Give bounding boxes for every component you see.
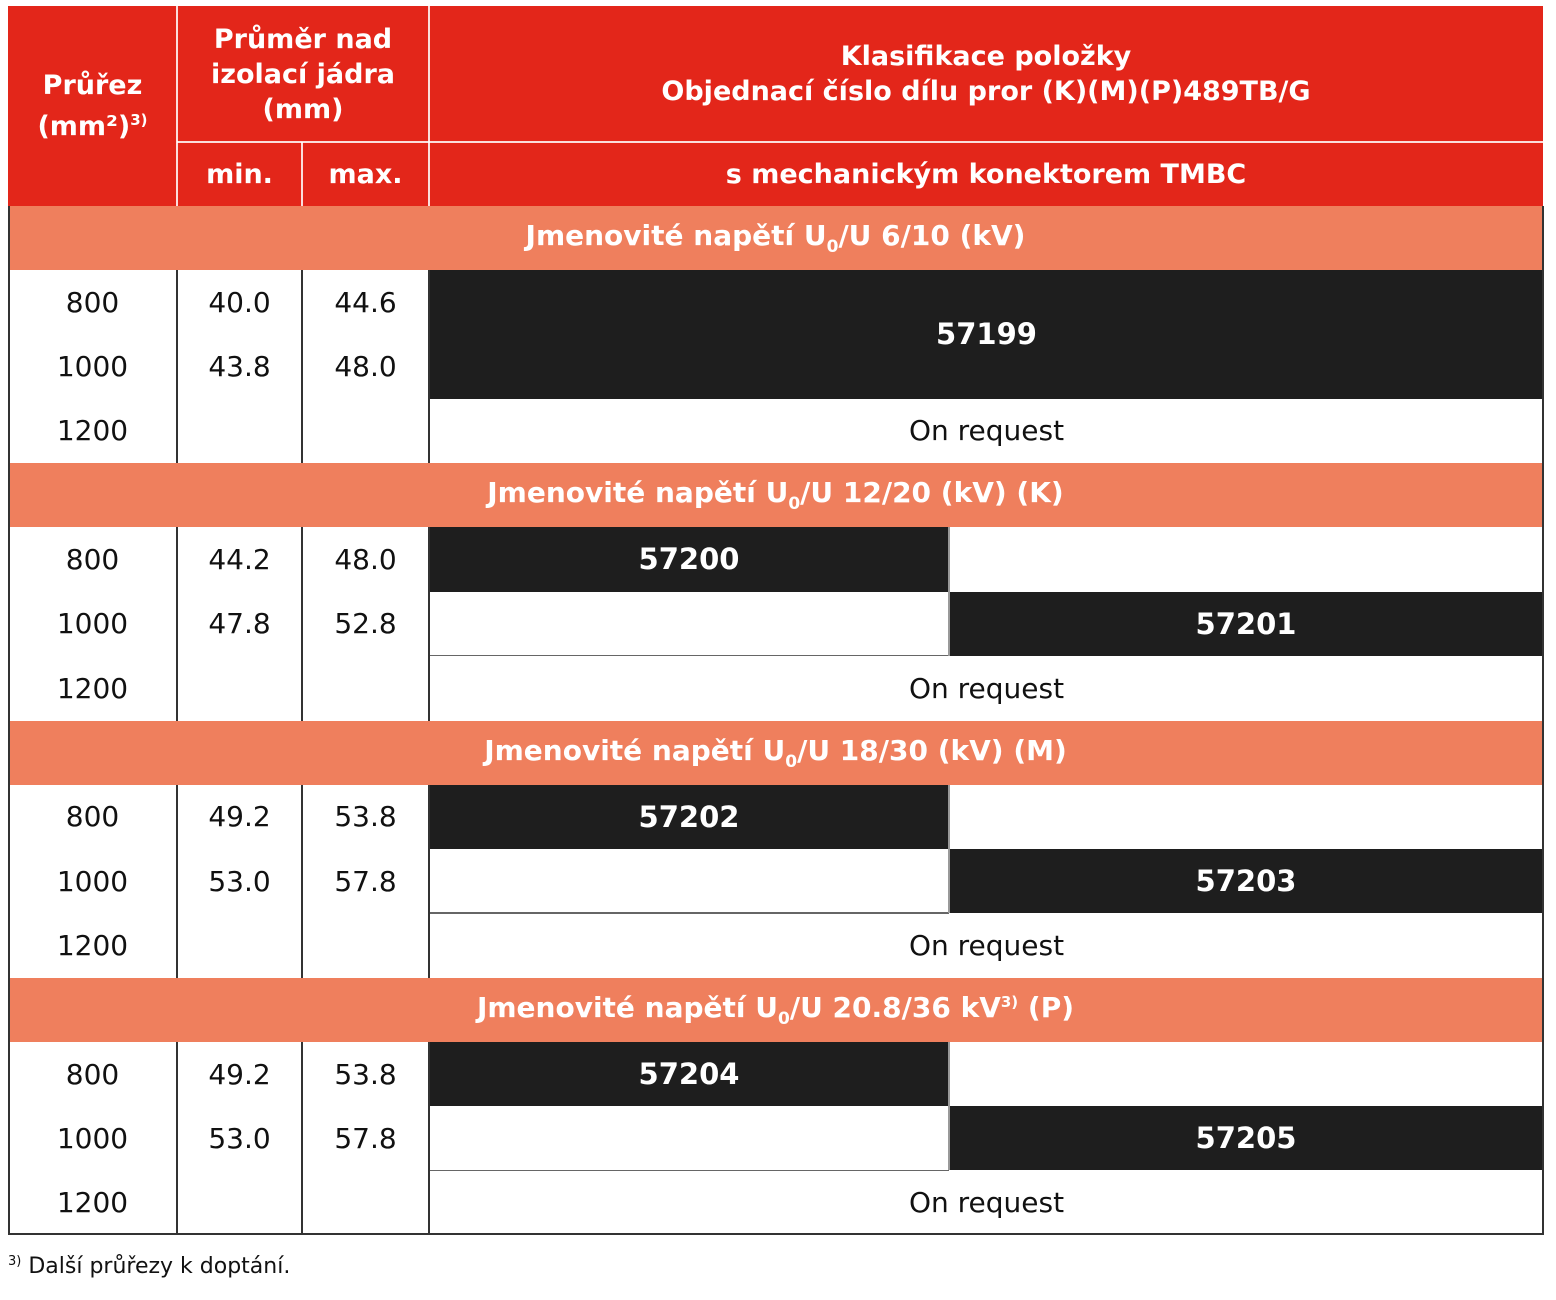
- section-cell: 1200: [56, 414, 129, 448]
- column-divider: [176, 785, 178, 978]
- footnote-text: Další průřezy k doptání.: [21, 1254, 291, 1279]
- voltage-title-suffix: /U 18/30 (kV) (M): [797, 733, 1067, 767]
- max-cell: 57.8: [334, 864, 397, 898]
- section-cell: 1000: [56, 349, 129, 383]
- min-cell: [177, 656, 302, 720]
- voltage-title-prefix: Jmenovité napětí U: [525, 219, 827, 252]
- voltage-band: [8, 721, 1543, 785]
- header-section-column: [8, 6, 177, 206]
- voltage-title-end: (P): [1018, 990, 1075, 1024]
- min-cell: 43.8: [208, 349, 271, 383]
- header-divider: [428, 6, 430, 206]
- part-number-bar: 57199: [430, 270, 1543, 399]
- voltage-band: [8, 206, 1543, 270]
- voltage-title-sub: 0: [785, 751, 798, 772]
- voltage-title-sub: 0: [788, 494, 801, 515]
- part-number-bar: 57204: [430, 1042, 948, 1106]
- section-cell: 1000: [56, 607, 129, 641]
- min-cell: [177, 1171, 302, 1235]
- voltage-band: [8, 463, 1543, 527]
- table-border: [8, 206, 10, 1234]
- voltage-title-prefix: Jmenovité napětí U: [487, 476, 789, 510]
- section-cell: 1200: [56, 1186, 129, 1220]
- min-cell: 53.0: [208, 1121, 271, 1155]
- voltage-band: [8, 978, 1543, 1042]
- column-divider: [176, 270, 178, 463]
- min-cell: 49.2: [208, 800, 271, 834]
- min-cell: 40.0: [208, 285, 271, 319]
- header-divider: [177, 141, 1543, 143]
- column-divider: [428, 527, 430, 720]
- voltage-title-prefix: Jmenovité napětí U: [476, 990, 778, 1024]
- voltage-band-title: [477, 991, 1074, 1029]
- min-cell: 49.2: [208, 1057, 271, 1091]
- footnote-marker: 3): [8, 1254, 22, 1269]
- column-divider: [428, 1042, 430, 1235]
- part-number-bar: 57203: [949, 849, 1543, 913]
- max-cell: 52.8: [334, 607, 397, 641]
- column-divider: [301, 527, 303, 720]
- section-cell: 800: [65, 542, 120, 576]
- section-cell: 800: [65, 800, 120, 834]
- cell-divider: [948, 527, 950, 656]
- header-divider: [301, 142, 303, 206]
- column-divider: [301, 270, 303, 463]
- max-cell: 53.8: [334, 800, 397, 834]
- header-section-label: Průřez: [42, 70, 143, 101]
- max-cell: [302, 656, 429, 720]
- cell-divider: [948, 1042, 950, 1171]
- header-classification: [429, 6, 1543, 142]
- header-divider: [176, 6, 178, 206]
- part-number-bar: 57200: [430, 527, 948, 591]
- header-section-note: 3): [130, 111, 148, 129]
- voltage-band-title: [526, 219, 1026, 257]
- header-classification-line2: Objednací číslo dílu pror (K)(M)(P)489TB/G: [661, 76, 1311, 107]
- on-request-label: On request: [908, 1186, 1065, 1220]
- table-border: [8, 1233, 1544, 1235]
- header-section-unit-line: [37, 103, 147, 144]
- column-divider: [428, 785, 430, 978]
- section-cell: 800: [65, 285, 120, 319]
- max-cell: 48.0: [334, 542, 397, 576]
- voltage-title-sub: 0: [778, 1008, 790, 1029]
- header-max: max.: [328, 158, 403, 190]
- header-diameter-line2: izolací jádra: [211, 58, 395, 90]
- max-cell: [302, 1171, 429, 1235]
- column-divider: [301, 1042, 303, 1235]
- on-request-label: On request: [908, 928, 1065, 962]
- section-cell: 800: [65, 1057, 120, 1091]
- on-request-label: On request: [908, 414, 1065, 448]
- max-cell: 44.6: [334, 285, 397, 319]
- max-cell: 53.8: [334, 1057, 397, 1091]
- voltage-band-title: [484, 734, 1067, 772]
- part-number-bar: 57205: [949, 1106, 1543, 1170]
- header-connector: s mechanickým konektorem TMBC: [725, 158, 1247, 190]
- min-cell: [177, 913, 302, 977]
- section-cell: 1000: [56, 864, 129, 898]
- header-diameter-line1: Průměr nad: [213, 23, 393, 55]
- footnote: [8, 1254, 290, 1286]
- header-min: min.: [206, 158, 273, 190]
- cell-divider: [948, 785, 950, 914]
- column-divider: [176, 527, 178, 720]
- table-border: [1542, 206, 1544, 1234]
- voltage-title-sub: 0: [826, 237, 839, 257]
- voltage-title-note: 3): [1000, 992, 1019, 1011]
- on-request-label: On request: [908, 671, 1065, 705]
- header-diameter-line3: (mm): [262, 93, 344, 125]
- column-divider: [301, 785, 303, 978]
- column-divider: [176, 1042, 178, 1235]
- section-cell: 1200: [56, 928, 129, 962]
- voltage-title-suffix: /U 6/10 (kV): [838, 219, 1026, 252]
- min-cell: 53.0: [208, 864, 271, 898]
- voltage-title-suffix: /U 20.8/36 kV: [789, 990, 1001, 1024]
- header-section-unit: (mm²): [37, 111, 131, 142]
- voltage-band-title: [487, 476, 1063, 514]
- min-cell: 44.2: [208, 542, 271, 576]
- max-cell: 57.8: [334, 1121, 397, 1155]
- voltage-title-prefix: Jmenovité napětí U: [484, 733, 786, 767]
- column-divider: [428, 270, 430, 463]
- header-diameter: [177, 6, 429, 142]
- max-cell: [302, 913, 429, 977]
- part-number-bar: 57202: [430, 785, 948, 849]
- min-cell: 47.8: [208, 607, 271, 641]
- max-cell: [302, 399, 429, 463]
- header-classification-line1: Klasifikace položky: [840, 41, 1132, 72]
- voltage-title-suffix: /U 12/20 (kV) (K): [800, 476, 1064, 510]
- max-cell: 48.0: [334, 349, 397, 383]
- section-cell: 1200: [56, 671, 129, 705]
- part-number-bar: 57201: [949, 592, 1543, 656]
- section-cell: 1000: [56, 1121, 129, 1155]
- min-cell: [177, 399, 302, 463]
